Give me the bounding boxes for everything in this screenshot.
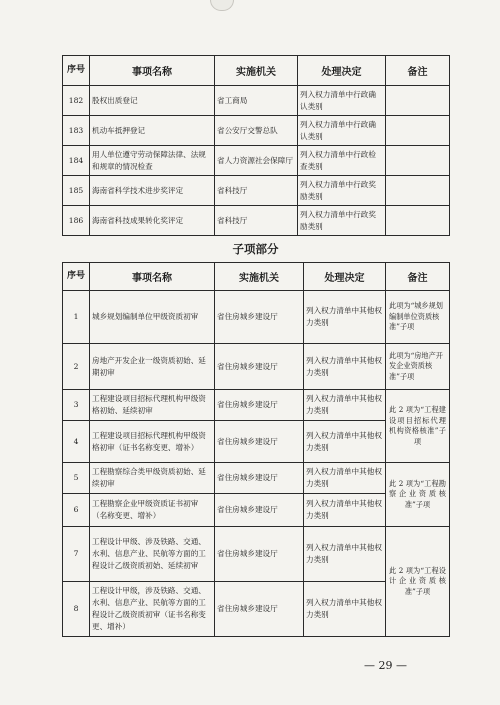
row-no: 4 [63,421,90,463]
header-name: 事项名称 [90,56,215,86]
table-row [63,390,450,421]
row-no: 6 [63,494,90,527]
top-items-table [62,55,450,236]
row-note: 此项为“城乡规划编制单位资质核准”子项 [386,291,450,344]
page-number: — 29 — [364,659,407,672]
row-no: 182 [63,86,90,116]
row-name: 机动车抵押登记 [90,116,215,146]
row-no: 8 [63,582,90,637]
row-decision: 列入权力清单中其他权力类别 [304,463,386,494]
row-agency: 省人力资源社会保障厅 [215,146,298,176]
row-note [386,176,450,206]
row-name: 工程勘察企业甲级资质证书初审（名称变更、增补） [90,494,215,527]
section-title: 子项部分 [232,242,279,256]
header-no: 序号 [63,263,90,291]
merged-note: 此 2 项为“工程建设项目招标代理机构资格核准”子项 [386,390,450,463]
row-no: 1 [63,291,90,344]
row-decision: 列入权力清单中其他权力类别 [304,527,386,582]
row-decision: 列入权力清单中行政奖励类别 [298,206,386,236]
header-decision: 处理决定 [304,263,386,291]
row-decision: 列入权力清单中其他权力类别 [304,582,386,637]
row-no: 3 [63,390,90,421]
row-agency: 省工商局 [215,86,298,116]
row-decision: 列入权力清单中其他权力类别 [304,344,386,390]
row-no: 184 [63,146,90,176]
table-header-row [63,56,450,86]
row-agency: 省科技厅 [215,176,298,206]
merged-note: 此 2 项为“工程设计企业资质核准”子项 [386,527,450,637]
header-note: 备注 [386,263,450,291]
row-no: 5 [63,463,90,494]
row-agency: 省住房城乡建设厅 [215,527,304,582]
row-name: 城乡规划编制单位甲级资质初审 [90,291,215,344]
row-name: 股权出质登记 [90,86,215,116]
row-no: 2 [63,344,90,390]
header-no: 序号 [63,56,90,86]
row-no: 183 [63,116,90,146]
row-agency: 省住房城乡建设厅 [215,494,304,527]
row-decision: 列入权力清单中其他权力类别 [304,494,386,527]
table-row [63,527,450,582]
table-header-row [63,263,450,291]
table-row [63,116,450,146]
row-note: 此项为“房地产开发企业资质核准”子项 [386,344,450,390]
row-decision: 列入权力清单中其他权力类别 [304,390,386,421]
row-decision: 列入权力清单中行政确认类别 [298,86,386,116]
row-decision: 列入权力清单中行政检查类别 [298,146,386,176]
table-row [63,206,450,236]
row-decision: 列入权力清单中行政奖励类别 [298,176,386,206]
row-name: 用人单位遵守劳动保障法律、法规和规章的情况检查 [90,146,215,176]
row-agency: 省住房城乡建设厅 [215,421,304,463]
row-agency: 省住房城乡建设厅 [215,582,304,637]
row-note [386,116,450,146]
punch-hole [210,0,234,11]
table-row [63,463,450,494]
merged-note: 此 2 项为“工程勘察企业资质核准”子项 [386,463,450,527]
row-decision: 列入权力清单中其他权力类别 [304,291,386,344]
row-note [386,206,450,236]
table-row [63,86,450,116]
row-agency: 省住房城乡建设厅 [215,463,304,494]
header-decision: 处理决定 [298,56,386,86]
row-agency: 省科技厅 [215,206,298,236]
row-note [386,86,450,116]
row-name: 海南省科学技术进步奖评定 [90,176,215,206]
row-no: 185 [63,176,90,206]
table-row [63,344,450,390]
row-agency: 省住房城乡建设厅 [215,291,304,344]
header-agency: 实施机关 [215,263,304,291]
header-agency: 实施机关 [215,56,298,86]
row-name: 房地产开发企业一级资质初始、延期初审 [90,344,215,390]
row-name: 工程建设项目招标代理机构甲级资格初始、延续初审 [90,390,215,421]
row-name: 工程建设项目招标代理机构甲级资格初审（证书名称变更、增补） [90,421,215,463]
row-name: 海南省科技成果转化奖评定 [90,206,215,236]
row-name: 工程设计甲级，涉及铁路、交通、水利、信息产业、民航等方面的工程设计乙级资质初审（证书名称变更、增补） [90,582,215,637]
sub-items-table [62,262,450,637]
row-no: 186 [63,206,90,236]
table-row [63,146,450,176]
header-name: 事项名称 [90,263,215,291]
row-decision: 列入权力清单中其他权力类别 [304,421,386,463]
row-no: 7 [63,527,90,582]
row-agency: 省公安厅交警总队 [215,116,298,146]
row-note [386,146,450,176]
row-decision: 列入权力清单中行政确认类别 [298,116,386,146]
row-agency: 省住房城乡建设厅 [215,344,304,390]
row-agency: 省住房城乡建设厅 [215,390,304,421]
row-name: 工程勘察综合类甲级资质初始、延续初审 [90,463,215,494]
row-name: 工程设计甲级、涉及铁路、交通、水利、信息产业、民航等方面的工程设计乙级资质初始、延续初审 [90,527,215,582]
table-row [63,176,450,206]
table-row [63,291,450,344]
header-note: 备注 [386,56,450,86]
